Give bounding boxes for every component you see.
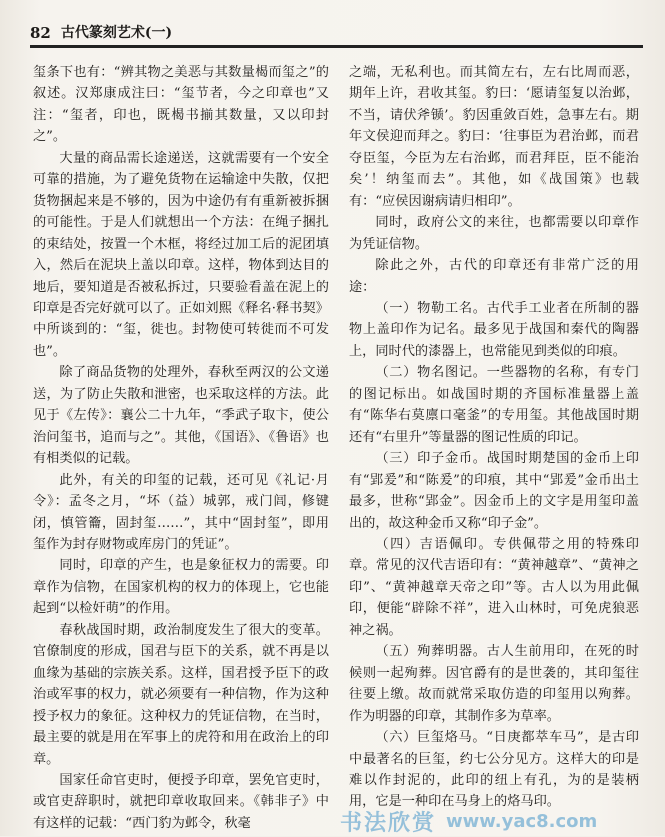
paragraph: （一）物勒工名。古代手工业者在所制的器物上盖印作为记名。最多见于战国和秦代的陶器上，同时代的漆器上，也常能见到类似的印痕。: [349, 300, 639, 359]
paragraph: 此外，有关的印玺的记载，还可见《礼记·月令》：孟冬之月，“坏（益）城郭，戒门闾，修键闭，慎管籥，固封玺……”，其中“固封玺”，即用玺作为封存财物或库房门的凭证”。: [33, 472, 329, 552]
right-column: [349, 62, 639, 813]
paragraph: 同时，政府公文的来往，也都需要以印章作为凭证信物。: [349, 215, 639, 252]
running-header: [30, 12, 643, 42]
paragraph: （四）吉语佩印。专供佩带之用的特殊印章。常见的汉代吉语印有：“黄神越章”、“黄神之印”、“黄神越章天帝之印”等。古人以为用此佩印，便能“辟除不祥”，进入山林时，可免虎狼恶神之祸。: [349, 536, 639, 638]
paragraph: （二）物名图记。一些器物的名称，有专门的图记标出。如战国时期的齐国标准量器上盖有“陈华右莫廪口毫釜”的专用玺。其他战国时期还有“右里升”等量器的图记性质的印记。: [349, 365, 639, 445]
paragraph: （五）殉葬明器。古人生前用印，在死的时候则一起殉葬。因官爵有的是世袭的，其印玺往往要上缴。故而就常采取仿造的印玺用以殉葬。作为明器的印章，其制作多为草率。: [349, 644, 639, 724]
paragraph: （三）印子金币。战国时期楚国的金币上印有“郢爰”和“陈爰”的印痕，其中“郢爰”金币出土最多，世称“郢金”。因金币上的文字是用玺印盖出的，故这种金币又称“印子金”。: [349, 451, 639, 531]
paragraph: 春秋战国时期，政治制度发生了很大的变革。官僚制度的形成，国君与臣下的关系，就不再是以血缘为基础的宗族关系。这样，国君授予臣下的政治或军事的权力，就必须要有一种信物，作为这种授予权力的象征。这种权力的凭证信物，在当时，最主要的就是用在军事上的虎符和用在政治上的印章。: [33, 622, 329, 767]
paragraph: 同时，印章的产生，也是象征权力的需要。印章作为信物，在国家机构的权力的体现上，它也能起到“以检奸萌”的作用。: [33, 558, 329, 617]
watermark-url: www.yac8.com: [446, 810, 598, 832]
paragraph: 国家任命官吏时，便授予印章，罢免官吏时，或官吏辞职时，就把印章收取回来。《韩非子》中有这样的记载：“西门豹为邺令，秋毫: [33, 772, 329, 831]
left-column: [33, 62, 329, 834]
paragraph: （六）巨玺烙马。“日庚都萃车马”，是古印中最著名的巨玺，约七公分见方。这样大的印是难以作封泥的，此印的纽上有孔，为的是装柄用，它是一种印在马身上的烙马印。: [349, 730, 639, 810]
paragraph: 除此之外，古代的印章还有非常广泛的用途：: [349, 258, 639, 295]
page-number: 82: [30, 24, 51, 42]
paragraph: 之端，无私利也。而其简左右，左右比周而恶，期年上许，君收其玺。豹曰：‘愿请玺复以治邺，不当，请伏斧锧’。豹因重敛百姓，急事左右。期年文侯迎而拜之。豹曰：‘往事臣为君治邺，而君夺臣玺，今臣为左右治邺，而君拜臣，臣不能治矣’！纳玺而去”。其他，如《战国策》也载有：“应侯因谢病请归相印”。: [349, 65, 639, 209]
paragraph: 大量的商品需长途递送，这就需要有一个安全可靠的措施，为了避免货物在运输途中失散，仅把货物捆起来是不够的，因为中途仍有有重新被拆捆的可能性。于是人们就想出一个方法：在绳子捆扎的束结处，按置一个木框，将经过加工后的泥团填入，然后在泥块上盖以印章。这样，物体到达目的地后，要知道是否被私拆过，只要验看盖在泥上的印章是否完好就可以了。正如刘熙《释名·释书契》中所谈到的：“玺，徙也。封物使可转徙而不可发也”。: [33, 150, 329, 359]
paragraph: 除了商品货物的处理外，春秋至两汉的公文递送，为了防止失散和泄密，也采取这样的方法。此见于《左传》：襄公二十九年，“季武子取卞，使公治问玺书，追而与之”。其他，《国语》、《鲁语》也有相类似的记载。: [33, 365, 329, 467]
watermark-text: 书法欣赏: [340, 810, 437, 836]
paragraph: 玺条下也有：“辨其物之美恶与其数量楬而玺之”的叙述。汉郑康成注曰：“玺节者，今之印章也”又注：“玺者，印也，既楬书揃其数量，又以印封之”。: [33, 65, 329, 145]
header-divider: [30, 45, 643, 48]
book-title: 古代篆刻艺术(一): [60, 25, 173, 41]
